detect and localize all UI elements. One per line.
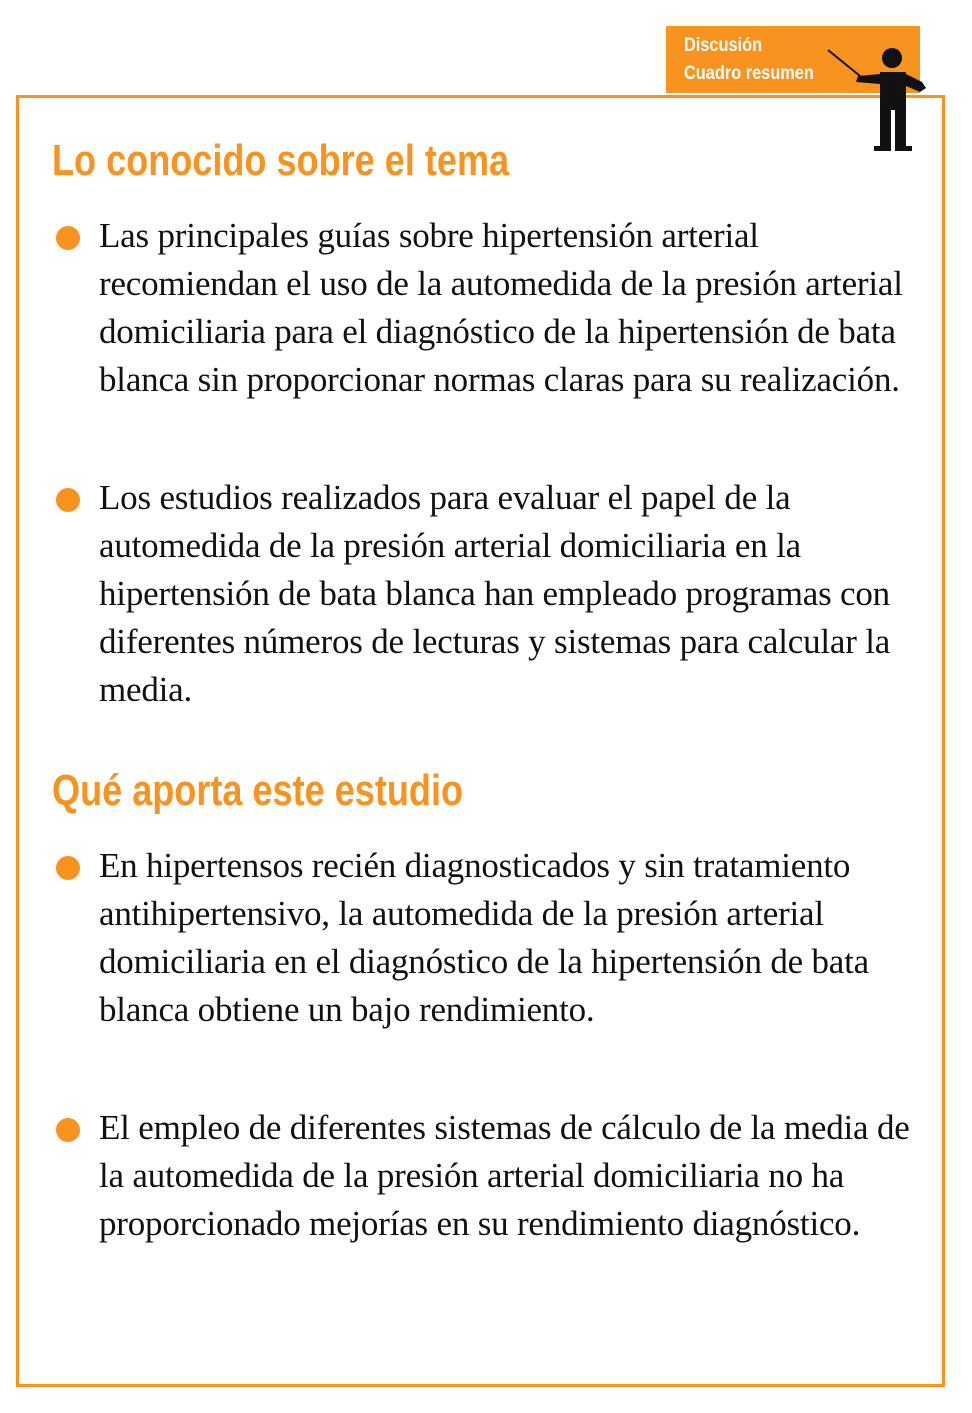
list-item-text: Los estudios realizados para evaluar el papel de la automedida de la presión arterial domiciliaria en la hipertensión de bata blanca han empleado programas con diferentes números de lecturas y sistemas para calcular la media. xyxy=(99,478,891,709)
list-item xyxy=(55,1104,915,1248)
list-item xyxy=(55,212,915,404)
section-heading-contribution: Qué aporta este estudio xyxy=(52,766,464,815)
bullet-dot-icon xyxy=(56,488,80,512)
list-item xyxy=(55,474,915,714)
list-item-text: En hipertensos recién diagnosticados y sin tratamiento antihipertensivo, la automedida de la presión arterial domiciliaria en el diagnóstico de la hipertensión de bata blanca obtiene un bajo rendimiento. xyxy=(99,846,869,1029)
bullet-dot-icon xyxy=(56,1118,80,1142)
bullet-dot-icon xyxy=(56,856,80,880)
tag-line-1: Discusión xyxy=(684,35,763,56)
list-item-text: El empleo de diferentes sistemas de cálculo de la media de la automedida de la presión arterial domiciliaria no ha proporcionado mejorías en su rendimiento diagnóstico. xyxy=(99,1108,910,1243)
list-item xyxy=(55,842,915,1034)
bullet-dot-icon xyxy=(56,226,80,250)
tag-line-2: Cuadro resumen xyxy=(684,63,814,84)
list-item-text: Las principales guías sobre hipertensión arterial recomiendan el uso de la automedida de la presión arterial domiciliaria para el diagnóstico de la hipertensión de bata blanca sin proporcionar normas claras para su realización. xyxy=(99,216,903,399)
presenter-figure-icon xyxy=(822,42,934,154)
section-heading-known: Lo conocido sobre el tema xyxy=(52,136,510,185)
